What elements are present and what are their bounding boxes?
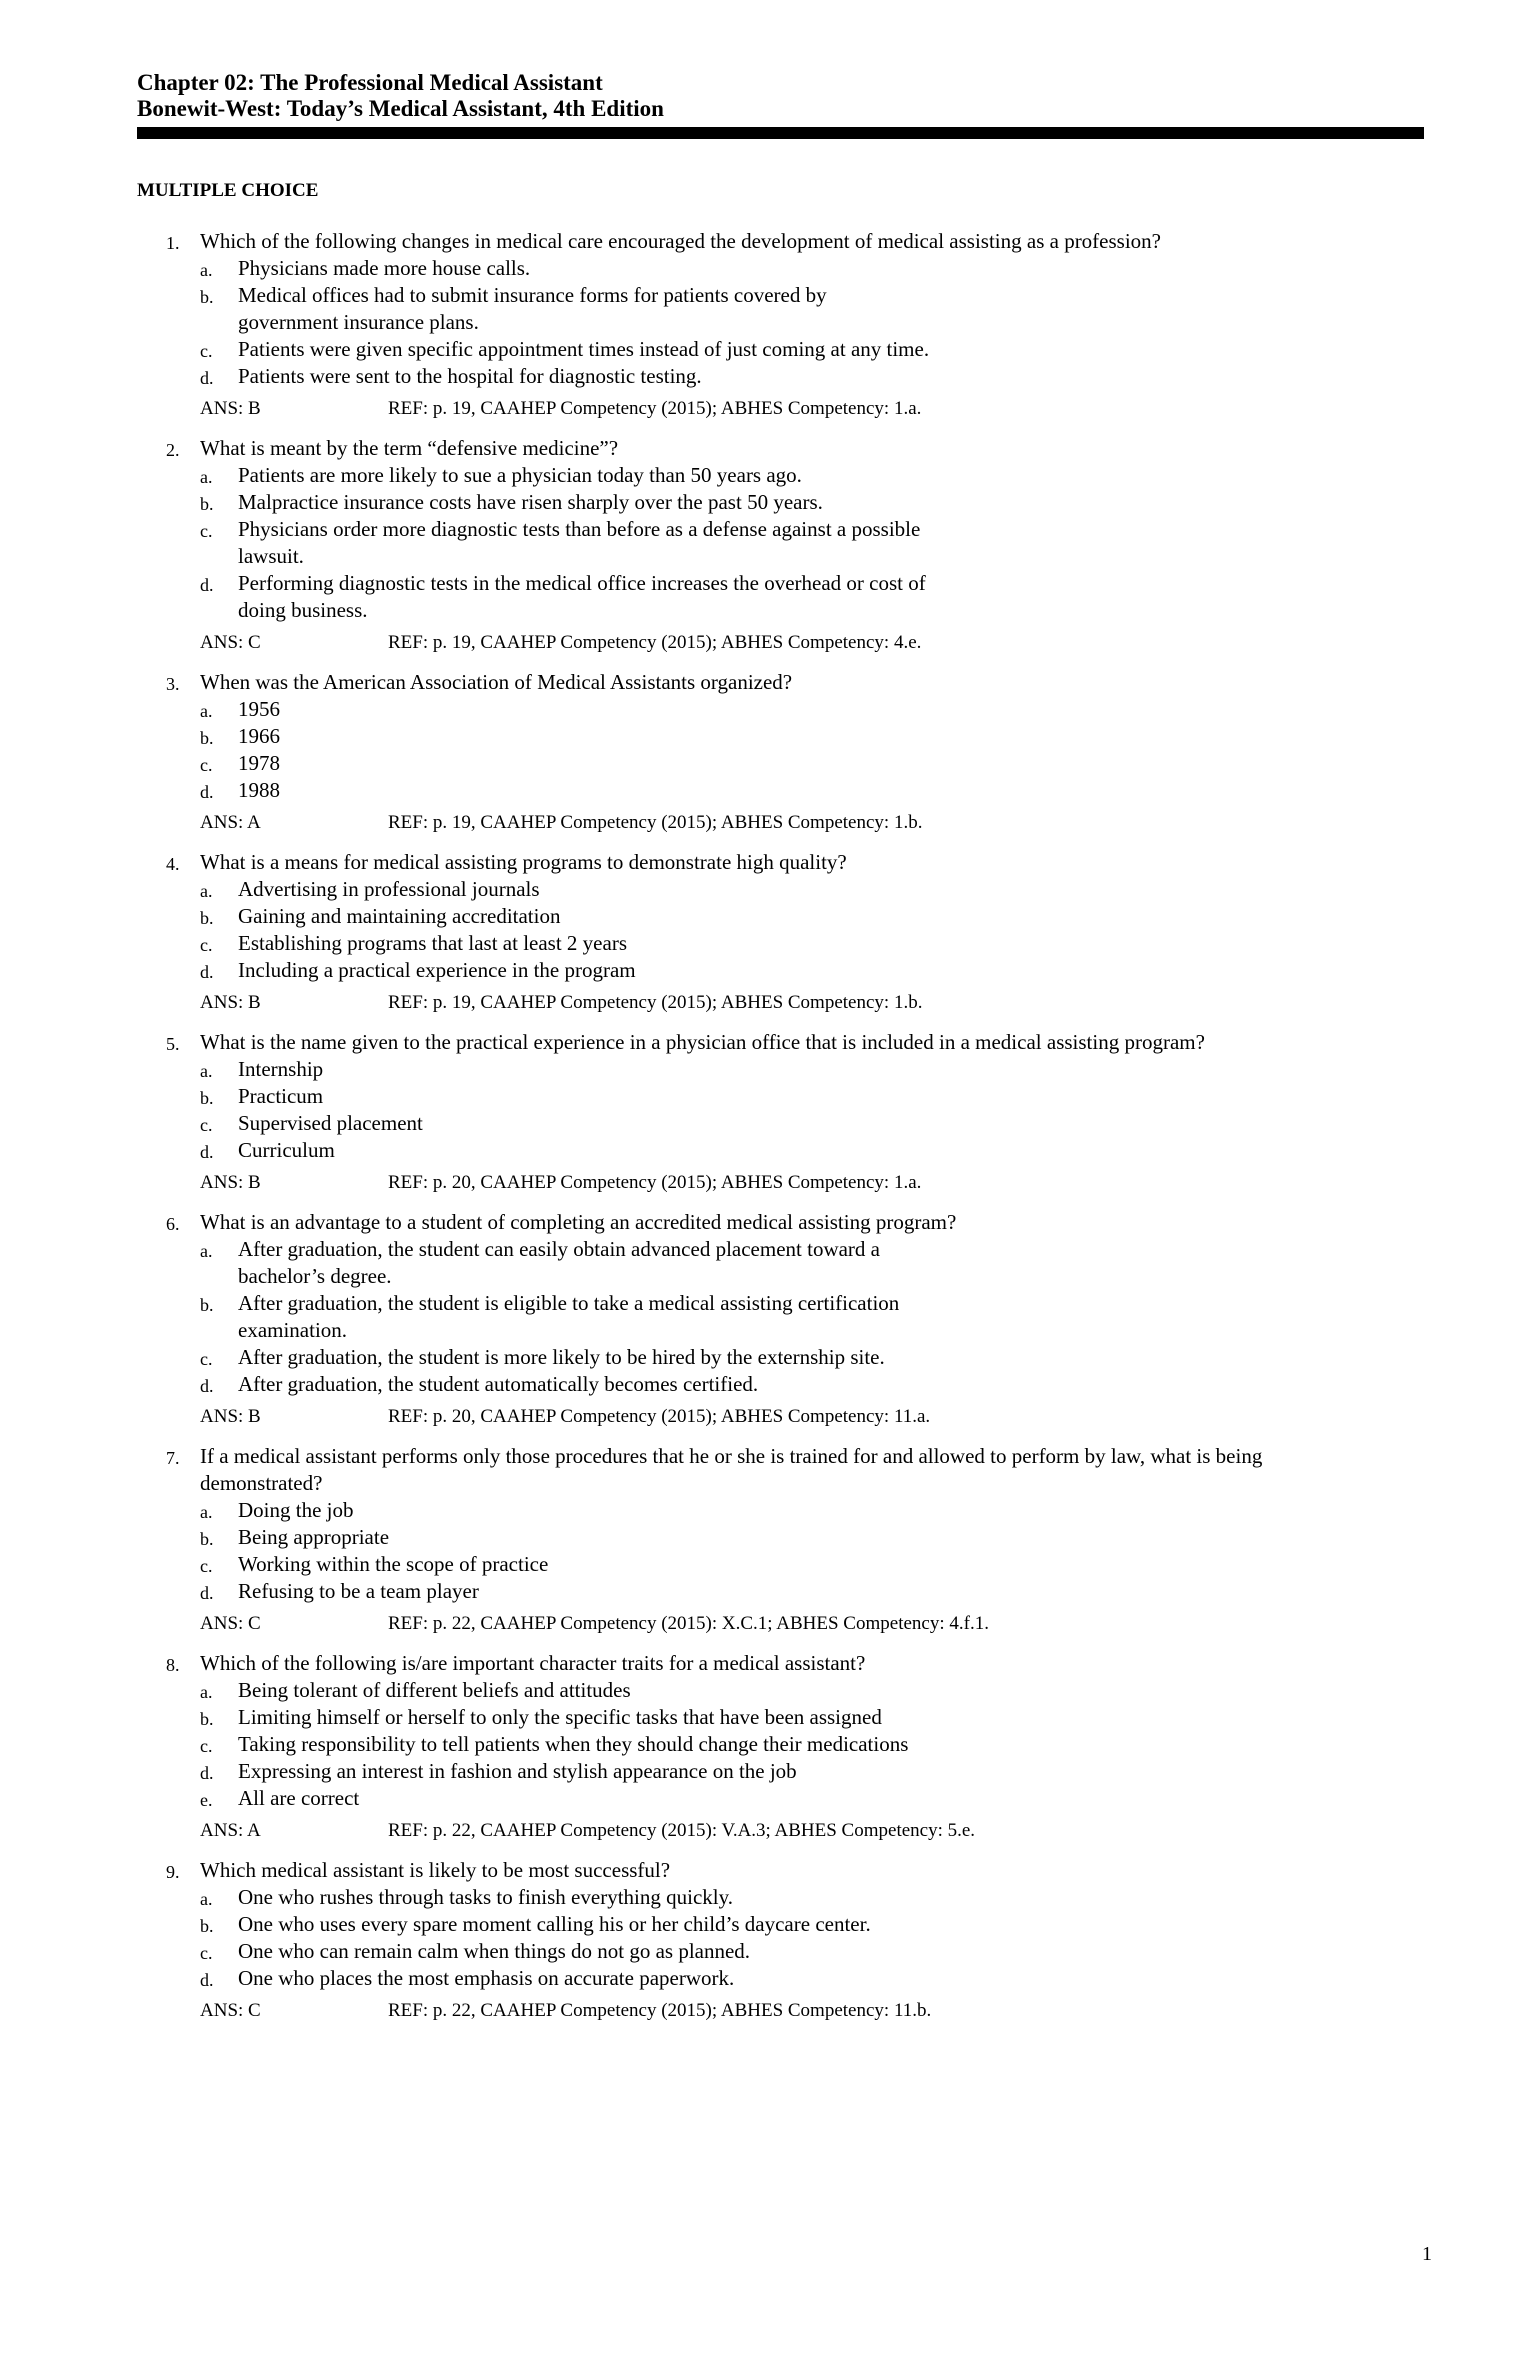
answer-option	[0, 309, 1018, 336]
question-text-line: What is a means for medical assisting programs to demonstrate high quality?	[200, 850, 847, 874]
reference-text: REF: p. 22, CAAHEP Competency (2015): X.C.1; ABHES Competency: 4.f.1.	[388, 1613, 989, 1634]
reference-text: REF: p. 22, CAAHEP Competency (2015); ABHES Competency: 11.b.	[388, 2000, 932, 2021]
option-letter: b.	[200, 494, 214, 514]
answer-option	[0, 1965, 1018, 1992]
question-number: 8.	[166, 1655, 180, 1675]
reference-text: REF: p. 19, CAAHEP Competency (2015); ABHES Competency: 1.b.	[388, 992, 923, 1013]
answer-key: ANS: C	[200, 632, 261, 653]
option-letter: a.	[200, 881, 213, 901]
option-letter: c.	[200, 341, 213, 361]
question-number: 3.	[166, 674, 180, 694]
option-letter: b.	[200, 728, 214, 748]
option-letter: d.	[200, 962, 214, 982]
answer-option	[0, 570, 1018, 597]
option-text: Taking responsibility to tell patients when they should change their medications	[238, 1732, 909, 1756]
answer-option	[0, 1236, 1018, 1263]
option-letter: b.	[200, 1088, 214, 1108]
answer-reference-row	[0, 1999, 1540, 2023]
option-letter: a.	[200, 1682, 213, 1702]
option-text: Advertising in professional journals	[238, 877, 540, 901]
option-letter: a.	[200, 1061, 213, 1081]
question-item	[0, 1209, 1540, 1429]
question-number: 1.	[166, 233, 180, 253]
header-rule	[137, 127, 1424, 139]
question-text	[0, 435, 1380, 462]
option-letter: c.	[200, 1943, 213, 1963]
answer-reference-row	[0, 1171, 1540, 1195]
answer-reference-row	[0, 1405, 1540, 1429]
question-number: 6.	[166, 1214, 180, 1234]
question-list	[0, 228, 1540, 2037]
option-text: Being tolerant of different beliefs and attitudes	[238, 1678, 631, 1702]
question-text	[0, 1029, 1380, 1056]
question-text-line: What is the name given to the practical experience in a physician office that is included in a medical assisting program?	[200, 1030, 1205, 1054]
question-number: 2.	[166, 440, 180, 460]
option-text: Medical offices had to submit insurance forms for patients covered by	[238, 283, 827, 307]
option-text: Gaining and maintaining accreditation	[238, 904, 561, 928]
question-number: 4.	[166, 854, 180, 874]
question-text-line: What is meant by the term “defensive medicine”?	[200, 436, 619, 460]
answer-option	[0, 1524, 1018, 1551]
answer-option	[0, 1911, 1018, 1938]
option-text: Patients were sent to the hospital for diagnostic testing.	[238, 364, 702, 388]
answer-key: ANS: C	[200, 1613, 261, 1634]
option-text: bachelor’s degree.	[238, 1264, 392, 1288]
option-text: Practicum	[238, 1084, 324, 1108]
answer-option	[0, 1785, 1018, 1812]
reference-text: REF: p. 19, CAAHEP Competency (2015); ABHES Competency: 4.e.	[388, 632, 922, 653]
answer-option	[0, 777, 1018, 804]
answer-reference-row	[0, 631, 1540, 655]
answer-option	[0, 255, 1018, 282]
answer-option	[0, 1758, 1018, 1785]
question-item	[0, 1443, 1540, 1636]
option-text: Internship	[238, 1057, 324, 1081]
answer-option	[0, 1884, 1018, 1911]
answer-option	[0, 957, 1018, 984]
answer-option	[0, 696, 1018, 723]
answer-option	[0, 1371, 1018, 1398]
answer-reference-row	[0, 1612, 1540, 1636]
question-text-line: What is an advantage to a student of completing an accredited medical assisting program?	[200, 1210, 957, 1234]
reference-text: REF: p. 20, CAAHEP Competency (2015); ABHES Competency: 1.a.	[388, 1172, 922, 1193]
answer-key: ANS: B	[200, 398, 261, 419]
option-letter: c.	[200, 521, 213, 541]
option-text: After graduation, the student can easily obtain advanced placement toward a	[238, 1237, 880, 1261]
answer-key: ANS: B	[200, 1172, 261, 1193]
option-letter: d.	[200, 575, 214, 595]
option-letter: c.	[200, 1556, 213, 1576]
option-letter: d.	[200, 782, 214, 802]
option-text: Supervised placement	[238, 1111, 423, 1135]
question-item	[0, 435, 1540, 655]
option-text: 1956	[238, 697, 280, 721]
option-letter: a.	[200, 467, 213, 487]
answer-key: ANS: A	[200, 812, 261, 833]
answer-reference-row	[0, 397, 1540, 421]
question-text	[0, 228, 1380, 255]
option-letter: b.	[200, 1529, 214, 1549]
option-text: government insurance plans.	[238, 310, 479, 334]
answer-option	[0, 282, 1018, 309]
option-text: All are correct	[238, 1786, 360, 1810]
option-letter: c.	[200, 935, 213, 955]
option-letter: a.	[200, 260, 213, 280]
answer-option	[0, 1497, 1018, 1524]
answer-option	[0, 543, 1018, 570]
answer-option	[0, 1083, 1018, 1110]
option-text: Patients were given specific appointment times instead of just coming at any time.	[238, 337, 930, 361]
question-item	[0, 228, 1540, 421]
answer-option	[0, 1578, 1018, 1605]
question-number: 9.	[166, 1862, 180, 1882]
reference-text: REF: p. 19, CAAHEP Competency (2015); ABHES Competency: 1.a.	[388, 398, 922, 419]
question-text	[0, 849, 1380, 876]
answer-option	[0, 336, 1018, 363]
answer-option	[0, 1110, 1018, 1137]
answer-reference-row	[0, 1819, 1540, 1843]
option-text: lawsuit.	[238, 544, 304, 568]
option-text: One who rushes through tasks to finish everything quickly.	[238, 1885, 733, 1909]
answer-reference-row	[0, 811, 1540, 835]
answer-key: ANS: B	[200, 992, 261, 1013]
answer-option	[0, 1731, 1018, 1758]
option-text: Being appropriate	[238, 1525, 390, 1549]
question-item	[0, 669, 1540, 835]
section-title: MULTIPLE CHOICE	[137, 180, 319, 201]
option-text: Expressing an interest in fashion and stylish appearance on the job	[238, 1759, 797, 1783]
option-text: Including a practical experience in the program	[238, 958, 636, 982]
option-text: Physicians made more house calls.	[238, 256, 531, 280]
option-text: 1988	[238, 778, 280, 802]
question-text-line: Which of the following changes in medical care encouraged the development of medical assisting as a profession?	[200, 229, 1161, 253]
option-letter: b.	[200, 1709, 214, 1729]
question-text	[0, 1209, 1380, 1236]
option-text: One who uses every spare moment calling his or her child’s daycare center.	[238, 1912, 871, 1936]
question-item	[0, 1650, 1540, 1843]
question-text-line: When was the American Association of Medical Assistants organized?	[200, 670, 793, 694]
option-letter: c.	[200, 1115, 213, 1135]
option-letter: b.	[200, 1916, 214, 1936]
question-text-line: Which of the following is/are important character traits for a medical assistant?	[200, 1651, 866, 1675]
answer-option	[0, 1290, 1018, 1317]
option-letter: a.	[200, 701, 213, 721]
option-text: doing business.	[238, 598, 368, 622]
answer-option	[0, 723, 1018, 750]
answer-option	[0, 1704, 1018, 1731]
answer-option	[0, 903, 1018, 930]
answer-option	[0, 876, 1018, 903]
answer-option	[0, 1137, 1018, 1164]
question-text	[0, 1470, 1380, 1497]
answer-option	[0, 1056, 1018, 1083]
option-text: Working within the scope of practice	[238, 1552, 549, 1576]
answer-option	[0, 597, 1018, 624]
option-letter: d.	[200, 1970, 214, 1990]
option-text: Patients are more likely to sue a physician today than 50 years ago.	[238, 463, 802, 487]
option-text: examination.	[238, 1318, 348, 1342]
answer-option	[0, 1551, 1018, 1578]
option-letter: b.	[200, 908, 214, 928]
option-text: After graduation, the student is eligible to take a medical assisting certification	[238, 1291, 900, 1315]
answer-option	[0, 750, 1018, 777]
document-header	[137, 70, 664, 122]
option-letter: c.	[200, 1349, 213, 1369]
question-text-line: Which medical assistant is likely to be most successful?	[200, 1858, 671, 1882]
option-text: After graduation, the student automatically becomes certified.	[238, 1372, 759, 1396]
question-item	[0, 1029, 1540, 1195]
option-text: Curriculum	[238, 1138, 335, 1162]
answer-option	[0, 363, 1018, 390]
option-letter: c.	[200, 1736, 213, 1756]
option-text: Refusing to be a team player	[238, 1579, 479, 1603]
answer-option	[0, 489, 1018, 516]
option-letter: a.	[200, 1502, 213, 1522]
option-text: One who can remain calm when things do not go as planned.	[238, 1939, 751, 1963]
question-text	[0, 1650, 1380, 1677]
question-text	[0, 669, 1380, 696]
answer-option	[0, 1677, 1018, 1704]
option-text: 1966	[238, 724, 280, 748]
option-text: Physicians order more diagnostic tests than before as a defense against a possible	[238, 517, 921, 541]
option-text: Limiting himself or herself to only the specific tasks that have been assigned	[238, 1705, 882, 1729]
answer-key: ANS: A	[200, 1820, 261, 1841]
question-item	[0, 849, 1540, 1015]
option-letter: e.	[200, 1790, 213, 1810]
answer-option	[0, 516, 1018, 543]
chapter-title: Chapter 02: The Professional Medical Assistant	[137, 70, 603, 95]
option-letter: d.	[200, 1376, 214, 1396]
question-number: 7.	[166, 1448, 180, 1468]
reference-text: REF: p. 22, CAAHEP Competency (2015): V.A.3; ABHES Competency: 5.e.	[388, 1820, 976, 1841]
answer-option	[0, 1344, 1018, 1371]
book-title: Bonewit-West: Today’s Medical Assistant, 4th Edition	[137, 96, 664, 121]
option-text: One who places the most emphasis on accurate paperwork.	[238, 1966, 735, 1990]
option-letter: c.	[200, 755, 213, 775]
page-number: 1	[1422, 2243, 1432, 2265]
option-text: After graduation, the student is more likely to be hired by the externship site.	[238, 1345, 885, 1369]
option-letter: b.	[200, 1295, 214, 1315]
question-text	[0, 1443, 1380, 1470]
option-letter: b.	[200, 287, 214, 307]
answer-key: ANS: B	[200, 1406, 261, 1427]
answer-option	[0, 1938, 1018, 1965]
question-number: 5.	[166, 1034, 180, 1054]
option-text: 1978	[238, 751, 280, 775]
answer-option	[0, 462, 1018, 489]
option-letter: d.	[200, 1142, 214, 1162]
question-text-line: demonstrated?	[200, 1471, 323, 1495]
option-text: Performing diagnostic tests in the medical office increases the overhead or cost of	[238, 571, 926, 595]
reference-text: REF: p. 20, CAAHEP Competency (2015); ABHES Competency: 11.a.	[388, 1406, 931, 1427]
option-letter: a.	[200, 1241, 213, 1261]
answer-option	[0, 1263, 1018, 1290]
answer-reference-row	[0, 991, 1540, 1015]
option-text: Malpractice insurance costs have risen sharply over the past 50 years.	[238, 490, 823, 514]
option-text: Establishing programs that last at least 2 years	[238, 931, 627, 955]
option-text: Doing the job	[238, 1498, 354, 1522]
question-item	[0, 1857, 1540, 2023]
option-letter: a.	[200, 1889, 213, 1909]
option-letter: d.	[200, 368, 214, 388]
question-text-line: If a medical assistant performs only those procedures that he or she is trained for and allowed to perform by law, what is being	[200, 1444, 1263, 1468]
answer-key: ANS: C	[200, 2000, 261, 2021]
answer-option	[0, 930, 1018, 957]
reference-text: REF: p. 19, CAAHEP Competency (2015); ABHES Competency: 1.b.	[388, 812, 923, 833]
option-letter: d.	[200, 1583, 214, 1603]
option-letter: d.	[200, 1763, 214, 1783]
question-text	[0, 1857, 1380, 1884]
answer-option	[0, 1317, 1018, 1344]
